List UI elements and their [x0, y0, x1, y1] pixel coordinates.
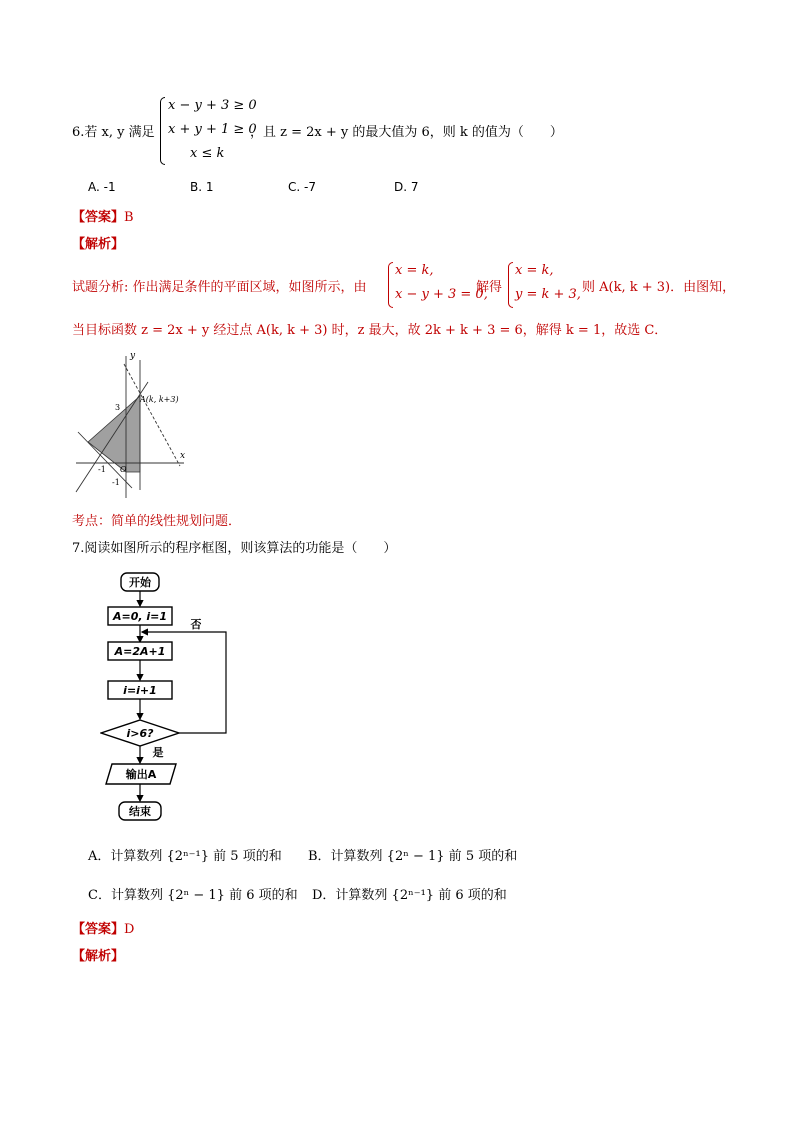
q7-answer-row	[72, 918, 134, 937]
q7-analysis-label: 【解析】	[72, 949, 125, 964]
q6-kaodian: 考点：简单的线性规划问题．	[72, 514, 242, 529]
q6-solution-line2: 当目标函数 z = 2x + y 经过点 A(k, k + 3) 时，z 最大，故 2k + k + 3 = 6，解得 k = 1，故选 C．	[72, 323, 668, 338]
y-axis-label: y	[130, 351, 136, 361]
q6-prefix: 6.若 x, y 满足	[72, 125, 155, 140]
flow-yes-label: 是	[152, 746, 164, 759]
q6-analysis-label: 【解析】	[72, 237, 125, 252]
q6-sol-sys1-2: x − y + 3 = 0,	[395, 287, 488, 302]
q6-option-b: B. 1	[190, 180, 214, 194]
origin-label: O	[120, 465, 127, 474]
flow-output-label: 输出A	[125, 768, 157, 781]
q6-sys-3: x ≤ k	[190, 146, 225, 161]
q6-sol-brace-2	[508, 262, 513, 308]
tick-neg1-y: -1	[112, 478, 120, 487]
q6-option-c: C. -7	[288, 180, 316, 194]
q7-option-c: C．计算数列 {2ⁿ − 1} 前 6 项的和	[88, 888, 298, 903]
flow-update-a-label: A=2A+1	[114, 645, 166, 658]
tick-3: 3	[115, 403, 121, 412]
q6-region-graph	[70, 350, 200, 500]
flow-update-i-label: i=i+1	[123, 684, 157, 697]
flow-no-label: 否	[190, 618, 202, 631]
q6-solution-line1-b: 解得	[476, 280, 503, 295]
q6-sol-sys1-1: x = k,	[395, 263, 434, 278]
q6-sol-sys2-1: x = k,	[515, 263, 554, 278]
q6-brace	[160, 97, 165, 165]
q7-option-b: B．计算数列 {2ⁿ − 1} 前 5 项的和	[308, 849, 518, 864]
q6-answer: B	[124, 210, 134, 225]
q7-flowchart	[100, 570, 250, 832]
q6-answer-row	[72, 206, 134, 225]
q6-option-d: D. 7	[394, 180, 419, 194]
q6-sys-2: x + y + 1 ≥ 0	[168, 122, 257, 137]
q6-sol-brace-1	[388, 262, 393, 308]
flow-end-label: 结束	[129, 805, 151, 818]
flow-start-label: 开始	[129, 576, 151, 589]
flow-init-label: A=0, i=1	[112, 610, 168, 623]
q7-option-d: D．计算数列 {2ⁿ⁻¹} 前 6 项的和	[312, 888, 507, 903]
q6-sys-1: x − y + 3 ≥ 0	[168, 98, 257, 113]
q6-solution-line1-c: 则 A(k, k + 3)．由图知，	[582, 280, 736, 295]
q7-answer: D	[124, 922, 135, 937]
q6-answer-label: 【答案】	[72, 210, 125, 225]
q7-answer-label: 【答案】	[72, 922, 125, 937]
q6-option-a: A. -1	[88, 180, 116, 194]
point-a-label: A(k, k+3)	[140, 395, 179, 404]
tick-neg1-x: -1	[98, 465, 106, 474]
q6-sol-sys2-2: y = k + 3,	[515, 287, 581, 302]
q7-option-a: A．计算数列 {2ⁿ⁻¹} 前 5 项的和	[88, 849, 282, 864]
q6-solution-line1-a: 试题分析: 作出满足条件的平面区域，如图所示，由	[72, 280, 367, 295]
flow-condition-label: i>6?	[126, 727, 154, 740]
x-axis-label: x	[180, 451, 186, 461]
q6-suffix: ，且 z = 2x + y 的最大值为 6，则 k 的值为（ ）	[250, 125, 563, 140]
q7-stem: 7.阅读如图所示的程序框图，则该算法的功能是（ ）	[72, 541, 397, 556]
